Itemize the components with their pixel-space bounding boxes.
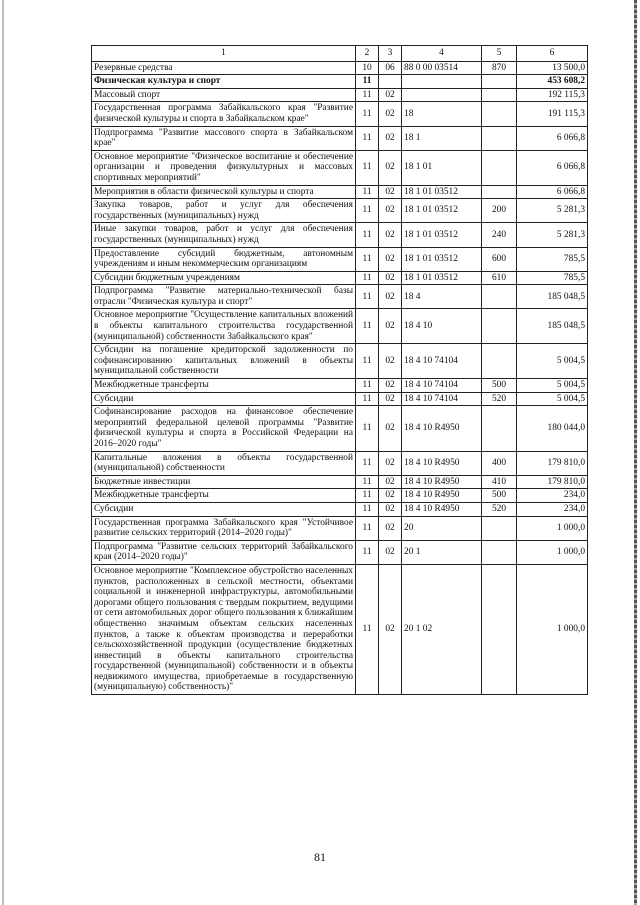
row-target-article: 18 1 01 03512 [402, 223, 482, 247]
row-section: 11 [356, 150, 379, 185]
row-name: Основное мероприятие "Комплексное обустройство населенных пунктов, расположенных в сельской местности, объектами социальной и инженерной инфраструктуры, автомобильными дорогами общего пользования с твердым покрытием, ведущими от сети автомобильных дорог общего пользования к ближайшим общественно значимым объектам сельских населенных пунктов, а также к объектам производства и переработки сельскохозяйственной продукции (осуществление бюджетных инвестиций в объекты капитального строительства государственной (муниципальной) собственности и в объекты недвижимого имущества, приобретаемые в государственную (муниципальную) собственность)" [92, 564, 356, 694]
row-subsection: 02 [379, 502, 402, 516]
row-subsection: 02 [379, 185, 402, 199]
row-amount: 179 810,0 [517, 475, 588, 489]
row-name: Основное мероприятие "Физическое воспитание и обеспечение организации и проведения физкультурных и массовых спортивных мероприятий" [92, 150, 356, 185]
row-expense-type [482, 344, 517, 379]
row-target-article: 18 4 10 R4950 [402, 489, 482, 503]
row-expense-type: 500 [482, 489, 517, 503]
row-name: Капитальные вложения в объекты государственной (муниципальной) собственности [92, 451, 356, 475]
row-amount: 5 004,5 [517, 379, 588, 393]
row-section: 11 [356, 540, 379, 564]
row-section: 11 [356, 185, 379, 199]
row-subsection: 02 [379, 540, 402, 564]
table-row [92, 75, 588, 89]
table-row [92, 406, 588, 451]
scan-edge-right [634, 0, 637, 905]
row-name: Мероприятия в области физической культуры и спорта [92, 185, 356, 199]
row-name: Основное мероприятие "Осуществление капитальных вложений в объекты капитального строительства государственной (муниципальной) собственности Забайкальского края" [92, 309, 356, 344]
row-name: Подпрограмма "Развитие массового спорта в Забайкальском крае" [92, 126, 356, 150]
row-subsection: 02 [379, 344, 402, 379]
row-expense-type: 520 [482, 392, 517, 406]
row-name: Субсидии [92, 392, 356, 406]
table-row [92, 489, 588, 503]
row-amount: 5 281,3 [517, 199, 588, 223]
row-amount: 6 066,8 [517, 150, 588, 185]
table-row [92, 247, 588, 271]
row-section: 11 [356, 344, 379, 379]
row-subsection: 02 [379, 271, 402, 285]
table-row [92, 61, 588, 75]
row-target-article: 18 1 01 03512 [402, 271, 482, 285]
table-row [92, 223, 588, 247]
header-col-2: 2 [356, 46, 379, 62]
row-expense-type: 600 [482, 247, 517, 271]
row-expense-type [482, 126, 517, 150]
row-expense-type: 500 [482, 379, 517, 393]
table-row [92, 126, 588, 150]
row-name: Межбюджетные трансферты [92, 379, 356, 393]
row-expense-type [482, 102, 517, 126]
row-expense-type [482, 88, 517, 102]
row-section: 11 [356, 379, 379, 393]
row-amount: 5 004,5 [517, 392, 588, 406]
table-row [92, 88, 588, 102]
row-amount: 6 066,8 [517, 185, 588, 199]
row-name: Иные закупки товаров, работ и услуг для обеспечения государственных (муниципальных) нужд [92, 223, 356, 247]
row-expense-type [482, 75, 517, 89]
row-target-article: 20 1 02 [402, 564, 482, 694]
row-amount: 185 048,5 [517, 309, 588, 344]
row-amount: 192 115,3 [517, 88, 588, 102]
row-amount: 5 004,5 [517, 344, 588, 379]
table-row [92, 150, 588, 185]
budget-table [91, 45, 588, 695]
row-section: 11 [356, 406, 379, 451]
row-amount: 6 066,8 [517, 126, 588, 150]
row-expense-type: 240 [482, 223, 517, 247]
row-expense-type: 200 [482, 199, 517, 223]
row-name: Подпрограмма "Развитие материально-технической базы отрасли "Физическая культура и спорт" [92, 285, 356, 309]
row-name: Субсидии на погашение кредиторской задолженности по софинансированию капитальных вложений в объекты муниципальной собственности [92, 344, 356, 379]
row-amount: 234,0 [517, 502, 588, 516]
row-section: 11 [356, 502, 379, 516]
table-row [92, 451, 588, 475]
row-subsection: 02 [379, 392, 402, 406]
row-expense-type: 520 [482, 502, 517, 516]
row-section: 11 [356, 451, 379, 475]
row-expense-type [482, 564, 517, 694]
row-subsection: 02 [379, 451, 402, 475]
row-name: Субсидии [92, 502, 356, 516]
header-col-4: 4 [402, 46, 482, 62]
row-name: Государственная программа Забайкальского края "Устойчивое развитие сельских территорий (2014–2020 годы)" [92, 516, 356, 540]
row-expense-type [482, 185, 517, 199]
table-row [92, 309, 588, 344]
row-subsection: 02 [379, 406, 402, 451]
table-row [92, 564, 588, 694]
header-col-5: 5 [482, 46, 517, 62]
scan-edge-left [2, 0, 4, 905]
table-row [92, 475, 588, 489]
row-section: 11 [356, 475, 379, 489]
page-number: 81 [314, 850, 326, 864]
row-amount: 179 810,0 [517, 451, 588, 475]
budget-table-body [92, 46, 588, 695]
row-expense-type [482, 150, 517, 185]
row-section: 11 [356, 285, 379, 309]
header-col-3: 3 [379, 46, 402, 62]
row-target-article: 18 4 10 R4950 [402, 475, 482, 489]
header-col-1: 1 [92, 46, 356, 62]
row-amount: 13 500,0 [517, 61, 588, 75]
row-name: Резервные средства [92, 61, 356, 75]
row-expense-type: 410 [482, 475, 517, 489]
row-name: Закупка товаров, работ и услуг для обеспечения государственных (муниципальных) нужд [92, 199, 356, 223]
row-expense-type [482, 285, 517, 309]
row-subsection: 02 [379, 379, 402, 393]
table-row [92, 271, 588, 285]
row-target-article: 20 1 [402, 540, 482, 564]
row-amount: 185 048,5 [517, 285, 588, 309]
row-expense-type: 610 [482, 271, 517, 285]
row-amount: 5 281,3 [517, 223, 588, 247]
row-expense-type [482, 540, 517, 564]
row-section: 11 [356, 199, 379, 223]
row-target-article: 18 4 10 74104 [402, 379, 482, 393]
row-section: 11 [356, 247, 379, 271]
row-target-article: 18 1 01 03512 [402, 247, 482, 271]
row-expense-type: 870 [482, 61, 517, 75]
table-row [92, 392, 588, 406]
table-row [92, 102, 588, 126]
row-target-article: 18 4 10 [402, 309, 482, 344]
row-amount: 1 000,0 [517, 564, 588, 694]
row-name: Межбюджетные трансферты [92, 489, 356, 503]
row-expense-type: 400 [482, 451, 517, 475]
row-subsection: 02 [379, 247, 402, 271]
row-target-article: 18 1 01 [402, 150, 482, 185]
row-amount: 1 000,0 [517, 516, 588, 540]
row-section: 11 [356, 102, 379, 126]
row-target-article: 20 [402, 516, 482, 540]
table-row [92, 199, 588, 223]
table-row [92, 344, 588, 379]
row-subsection: 02 [379, 285, 402, 309]
row-target-article: 18 1 01 03512 [402, 185, 482, 199]
row-name: Подпрограмма "Развитие сельских территорий Забайкальского края (2014–2020 годы)" [92, 540, 356, 564]
row-section: 11 [356, 75, 379, 89]
row-amount: 234,0 [517, 489, 588, 503]
row-expense-type [482, 309, 517, 344]
row-section: 11 [356, 271, 379, 285]
row-section: 11 [356, 516, 379, 540]
row-subsection: 02 [379, 309, 402, 344]
row-name: Физическая культура и спорт [92, 75, 356, 89]
row-amount: 1 000,0 [517, 540, 588, 564]
row-subsection [379, 75, 402, 89]
row-amount: 191 115,3 [517, 102, 588, 126]
row-amount: 180 044,0 [517, 406, 588, 451]
table-row [92, 285, 588, 309]
row-section: 11 [356, 88, 379, 102]
row-target-article: 18 1 [402, 126, 482, 150]
header-col-6: 6 [517, 46, 588, 62]
row-name: Софинансирование расходов на финансовое обеспечение мероприятий федеральной целевой программы "Развитие физической культуры и спорта в Российской Федерации на 2016–2020 годы" [92, 406, 356, 451]
row-target-article: 18 4 10 74104 [402, 344, 482, 379]
row-subsection: 02 [379, 489, 402, 503]
row-target-article: 18 4 10 74104 [402, 392, 482, 406]
row-section: 11 [356, 309, 379, 344]
row-target-article: 18 4 10 R4950 [402, 502, 482, 516]
row-target-article: 18 4 10 R4950 [402, 451, 482, 475]
row-expense-type [482, 516, 517, 540]
row-target-article: 18 [402, 102, 482, 126]
row-section: 11 [356, 126, 379, 150]
row-subsection: 02 [379, 88, 402, 102]
row-target-article: 18 1 01 03512 [402, 199, 482, 223]
table-header-row [92, 46, 588, 62]
row-name: Бюджетные инвестиции [92, 475, 356, 489]
row-section: 11 [356, 223, 379, 247]
row-name: Предоставление субсидий бюджетным, автономным учреждениям и иным некоммерческим организациям [92, 247, 356, 271]
row-target-article [402, 75, 482, 89]
row-section: 10 [356, 61, 379, 75]
table-row [92, 502, 588, 516]
row-subsection: 02 [379, 516, 402, 540]
row-subsection: 02 [379, 223, 402, 247]
row-subsection: 02 [379, 150, 402, 185]
row-subsection: 02 [379, 102, 402, 126]
row-target-article: 88 0 00 03514 [402, 61, 482, 75]
row-name: Государственная программа Забайкальского края "Развитие физической культуры и спорта в Забайкальском крае" [92, 102, 356, 126]
row-subsection: 06 [379, 61, 402, 75]
row-section: 11 [356, 489, 379, 503]
row-target-article [402, 88, 482, 102]
row-subsection: 02 [379, 126, 402, 150]
row-name: Массовый спорт [92, 88, 356, 102]
table-row [92, 516, 588, 540]
row-target-article: 18 4 [402, 285, 482, 309]
row-amount: 785,5 [517, 247, 588, 271]
row-subsection: 02 [379, 564, 402, 694]
row-section: 11 [356, 392, 379, 406]
table-row [92, 540, 588, 564]
row-amount: 453 608,2 [517, 75, 588, 89]
row-target-article: 18 4 10 R4950 [402, 406, 482, 451]
row-expense-type [482, 406, 517, 451]
row-name: Субсидии бюджетным учреждениям [92, 271, 356, 285]
table-row [92, 185, 588, 199]
table-row [92, 379, 588, 393]
row-amount: 785,5 [517, 271, 588, 285]
row-subsection: 02 [379, 199, 402, 223]
row-section: 11 [356, 564, 379, 694]
row-subsection: 02 [379, 475, 402, 489]
